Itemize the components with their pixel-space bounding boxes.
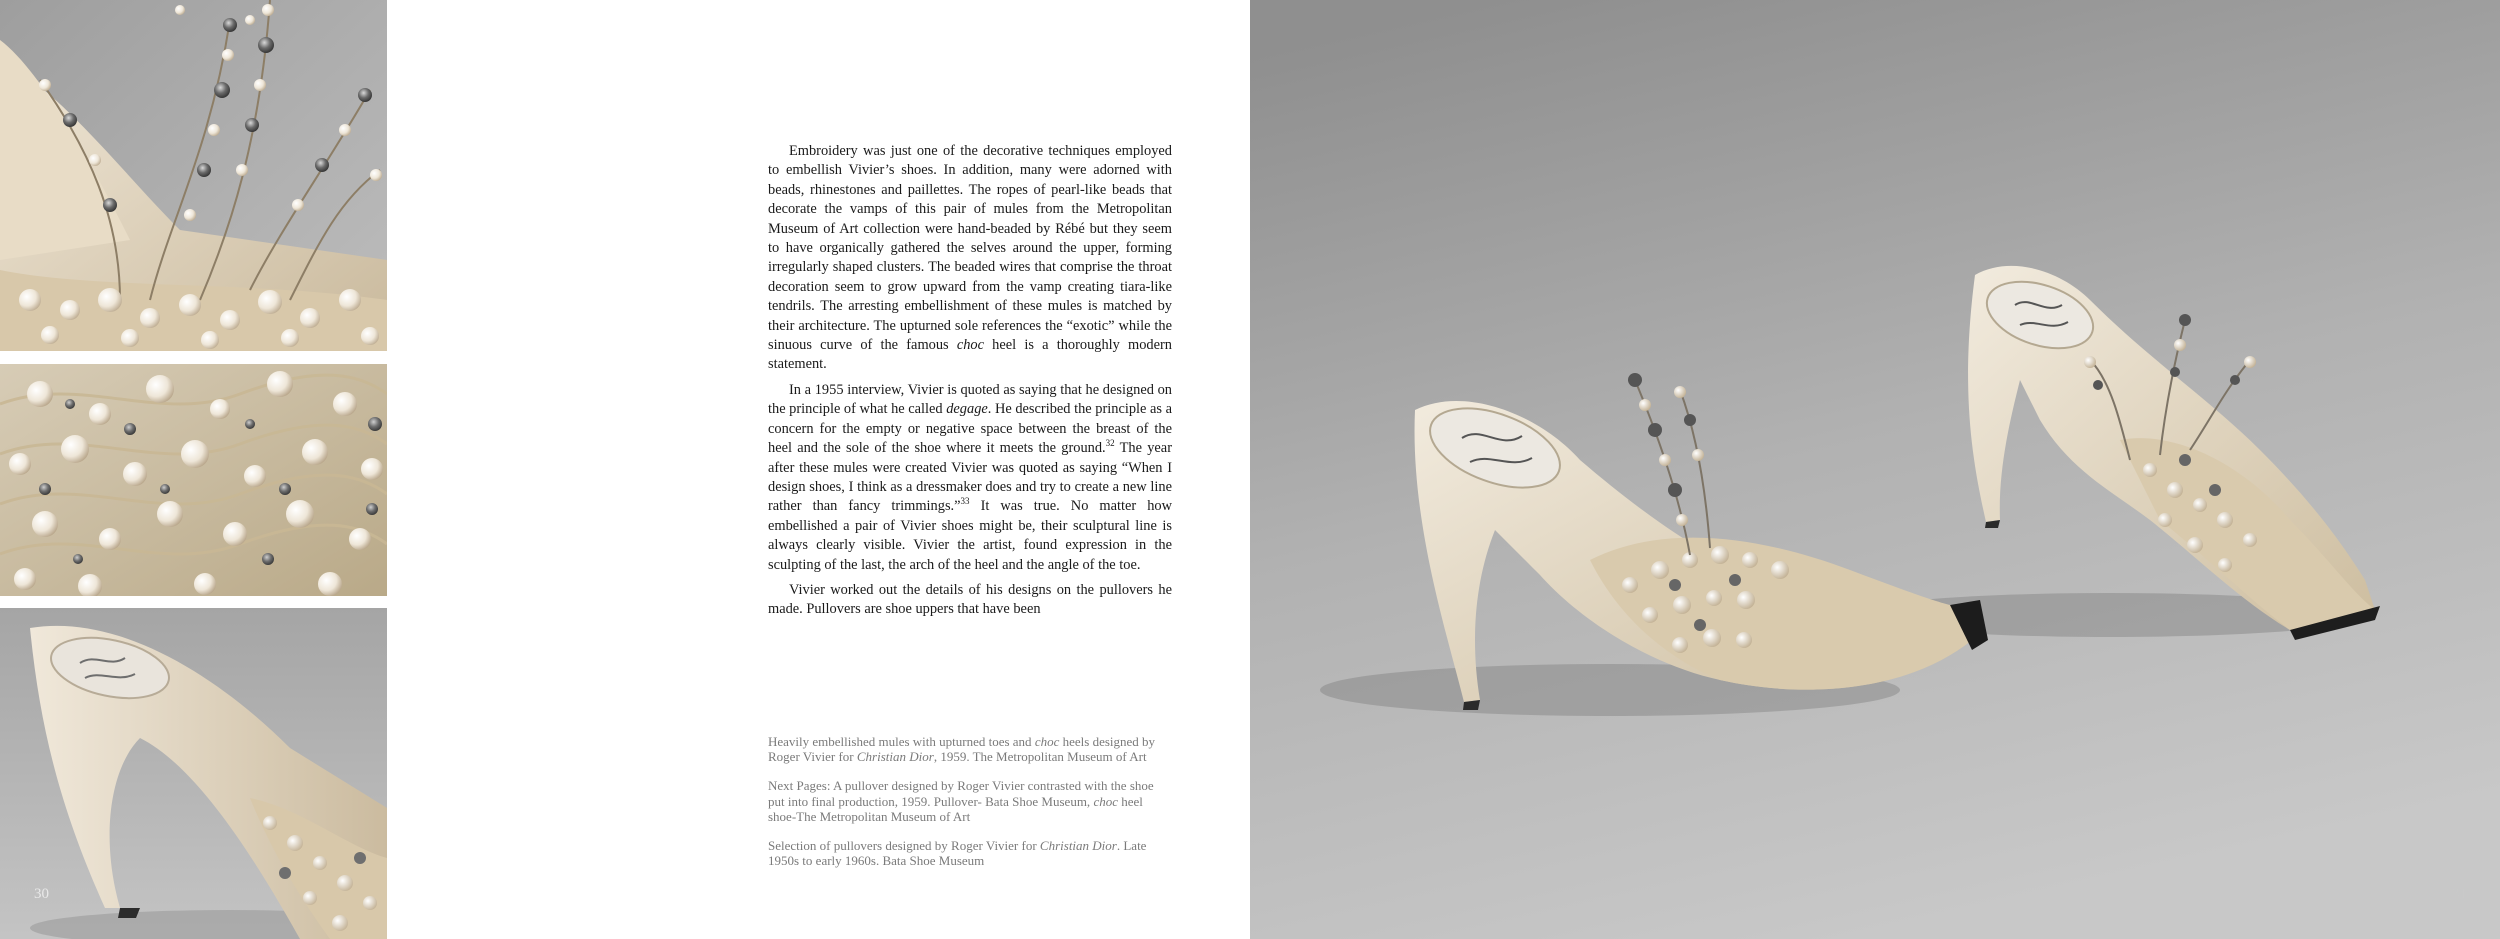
page-number-left: 30 xyxy=(34,886,49,902)
caption xyxy=(768,778,1172,824)
text-run: heels designed by Roger Vivier for xyxy=(768,734,1156,765)
caption xyxy=(768,838,1172,868)
text-run: degage xyxy=(946,401,988,418)
detail-photo-tendrils xyxy=(0,0,387,351)
text-run: The year after these mules were created Vivier was quoted as saying “When I design shoes, I think as a dressmaker does and try to create a new line rather than fancy trimmings.” xyxy=(768,440,1172,515)
body-text xyxy=(768,142,1172,620)
body-paragraph xyxy=(768,381,1172,575)
text-run: choc xyxy=(1034,734,1060,749)
text-run: , 1959. The Metropolitan Museum of Art xyxy=(933,749,1147,765)
text-run: It was true. No matter how embellished a pair of Vivier shoes might be, their sculptural line is always clearly visible. Vivier the artist, found expression in the sculpting of the last, the arch of the heel and the angle of the toe. xyxy=(768,498,1172,573)
text-run: Vivier worked out the details of his designs on the pullovers he made. Pullovers are shoe uppers that have been xyxy=(768,581,1172,618)
text-run: Next Pages: A pullover designed by Roger Vivier contrasted with the shoe put into final production, 1959. Pullover- Bata Shoe Museum, xyxy=(768,778,1154,809)
text-run: . Late 1950s to early 1960s. Bata Shoe Museum xyxy=(768,838,1147,869)
text-run: heel shoe-The Metropolitan Museum of Art xyxy=(768,793,1143,824)
text-run: choc xyxy=(1093,793,1118,809)
body-paragraph xyxy=(768,581,1172,620)
text-run: choc xyxy=(956,337,984,354)
photo-captions xyxy=(768,734,1172,882)
text-run: heel is a thoroughly modern statement. xyxy=(768,337,1172,373)
text-run: In a 1955 interview, Vivier is quoted as saying that he designed on the principle of what he called xyxy=(768,381,1172,418)
text-run: Christian Dior xyxy=(1039,838,1117,854)
detail-photo-heel xyxy=(0,608,387,939)
text-run: . He described the principle as a concern for the empty or negative space between the breast of the heel and the sole of the shoe where it meets the ground. xyxy=(768,401,1172,457)
footnote-ref: 33 xyxy=(960,496,970,507)
page-number-right: 31 xyxy=(2452,886,2467,902)
text-run: Christian Dior xyxy=(856,749,934,765)
footnote-ref: 32 xyxy=(1105,438,1115,449)
caption xyxy=(768,734,1172,764)
text-run: Embroidery was just one of the decorative techniques employed to embellish Vivier’s shoes. In addition, many were adorned with beads, rhinestones and paillettes. The ropes of pearl-like beads that decorate the vamps of this pair of mules from the Metropolitan Museum of Art collection were hand-beaded by Rébé but they seem to have organically gathered the selves around the upper, forming irregularly shaped clusters. The beaded wires that comprise the throat decoration seem to grow upward from the vamp creating tiara-like tendrils. The arresting embellishment of these mules is matched by their architecture. The upturned sole references the “exotic” while the sinuous curve of the famous xyxy=(768,143,1172,354)
detail-photo-pearls xyxy=(0,364,387,596)
main-photo-mules xyxy=(1250,0,2500,939)
text-run: Heavily embellished mules with upturned toes and xyxy=(768,734,1035,749)
text-run: Selection of pullovers designed by Roger Vivier for xyxy=(768,838,1040,854)
body-paragraph xyxy=(768,142,1172,375)
